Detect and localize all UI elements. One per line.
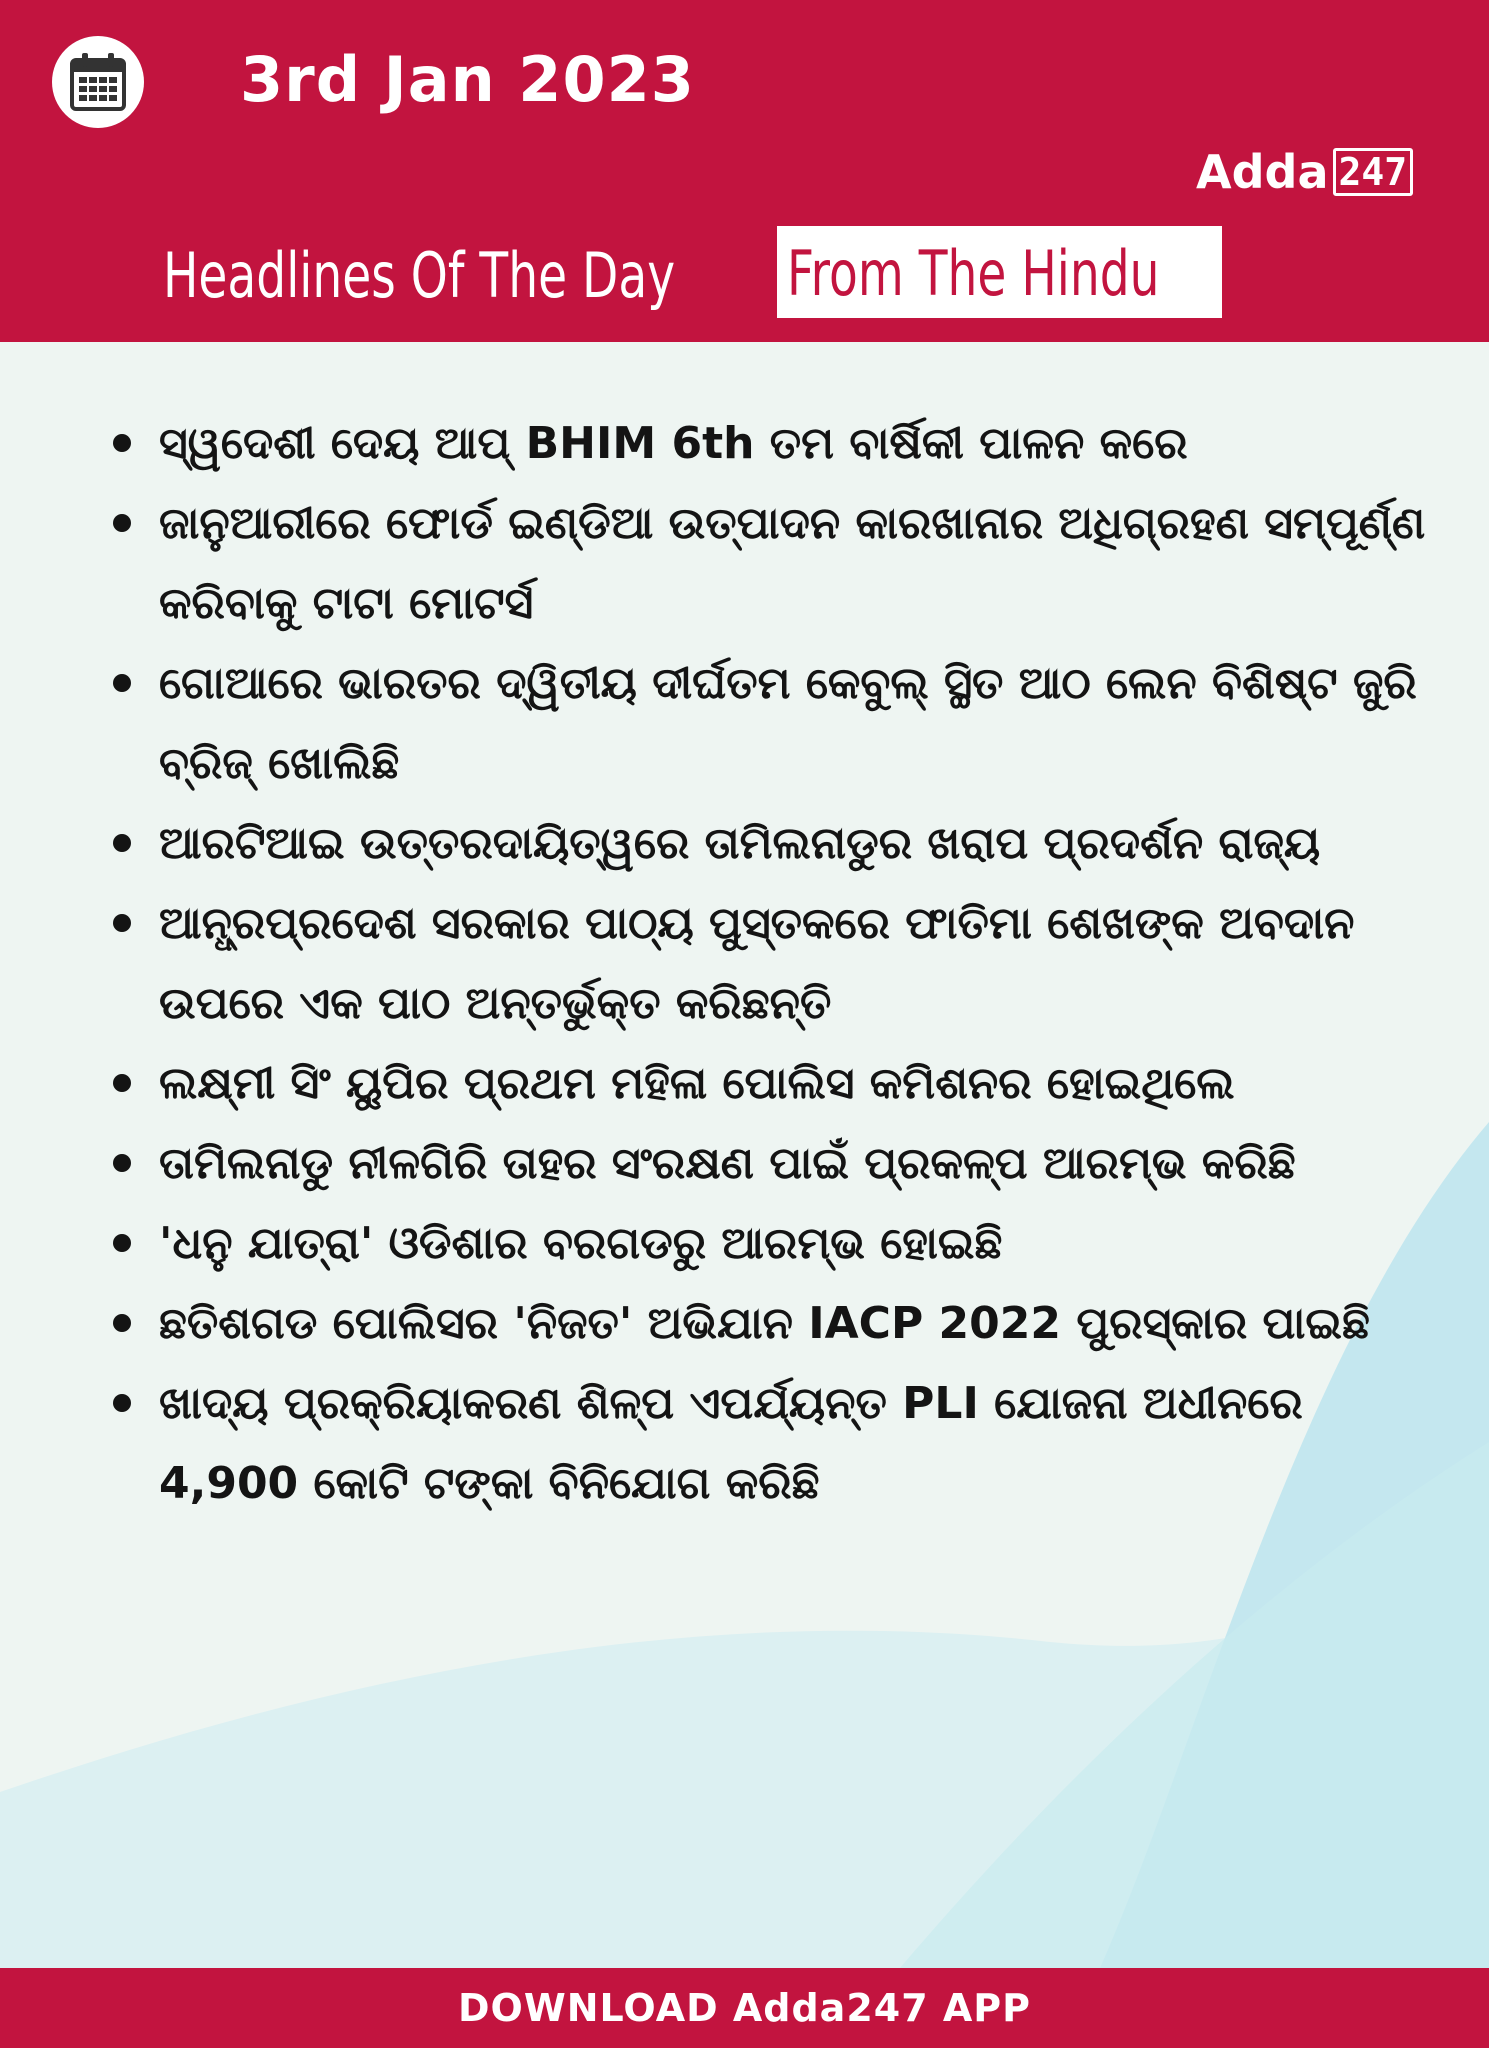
bullet-icon (113, 1074, 131, 1092)
download-app-banner[interactable] (0, 1968, 1489, 2048)
headline-text: ଜାନୁଆରୀରେ ଫୋର୍ଡ ଇଣ୍ଡିଆ ଉତ୍ପାଦନ କାରଖାନାର ଅଧିଗ୍ରହଣ ସମ୍ପୂର୍ଣ୍ଣ କରିବାକୁ ଟାଟା ମୋଟର୍ସ (159, 498, 1426, 629)
bullet-icon (113, 1234, 131, 1252)
list-item (105, 1364, 1445, 1524)
bullet-icon (113, 1154, 131, 1172)
header-banner (0, 0, 1489, 342)
bullet-icon (113, 514, 131, 532)
list-item (105, 644, 1445, 804)
list-item (105, 1124, 1445, 1204)
headline-text: ଗୋଆରେ ଭାରତର ଦ୍ୱିତୀୟ ଦୀର୍ଘତମ କେବୁଲ୍ ସ୍ଥିତ ଆଠ ଲେନ ବିଶିଷ୍ଟ ଜୁରି ବ୍ରିଜ୍ ଖୋଲିଛି (159, 658, 1417, 789)
date-label: 3rd Jan 2023 (240, 43, 695, 116)
calendar-icon (52, 36, 144, 128)
list-item (105, 804, 1445, 884)
list-item (105, 1204, 1445, 1284)
headline-text: ଲକ୍ଷ୍ମୀ ସିଂ ୟୁପିର ପ୍ରଥମ ମହିଳା ପୋଲିସ କମିଶନର ହୋଇଥିଲେ (159, 1058, 1235, 1109)
source-label: From The Hindu (787, 237, 1160, 310)
list-item (105, 1284, 1445, 1364)
logo-number: 247 (1333, 148, 1414, 196)
headline-text: ସ୍ୱଦେଶୀ ଦେୟ ଆପ୍ BHIM 6th ତମ ବାର୍ଷିକୀ ପାଳନ କରେ (159, 418, 1188, 469)
bullet-icon (113, 434, 131, 452)
bullet-icon (113, 1394, 131, 1412)
list-item (105, 1044, 1445, 1124)
bullet-icon (113, 914, 131, 932)
logo-word: Adda (1196, 145, 1329, 199)
adda247-logo (1196, 144, 1413, 200)
list-item (105, 404, 1445, 484)
headline-text: ଆନ୍ଧ୍ରପ୍ରଦେଶ ସରକାର ପାଠ୍ୟ ପୁସ୍ତକରେ ଫାତିମା ଶେଖଙ୍କ ଅବଦାନ ଉପରେ ଏକ ପାଠ ଅନ୍ତର୍ଭୁକ୍ତ କରିଛନ୍ତି (159, 898, 1355, 1029)
headline-text: ଖାଦ୍ୟ ପ୍ରକ୍ରିୟାକରଣ ଶିଳ୍ପ ଏପର୍ଯ୍ୟନ୍ତ PLI ଯୋଜନା ଅଧୀନରେ 4,900 କୋଟି ଟଙ୍କା ବିନିଯୋଗ କରିଛି (159, 1378, 1303, 1509)
bullet-icon (113, 674, 131, 692)
headline-text: ଆରଟିଆଇ ଉତ୍ତରଦାୟିତ୍ୱରେ ତାମିଲନାଡୁର ଖରାପ ପ୍ରଦର୍ଶନ ରାଜ୍ୟ (159, 818, 1321, 869)
bullet-icon (113, 1314, 131, 1332)
headline-text: ଛତିଶଗଡ ପୋଲିସର 'ନିଜତ' ଅଭିଯାନ IACP 2022 ପୁରସ୍କାର ପାଇଛି (159, 1298, 1370, 1349)
page-title: Headlines Of The Day (163, 239, 676, 312)
headline-text: 'ଧନୁ ଯାତ୍ରା' ଓଡିଶାର ବରଗଡରୁ ଆରମ୍ଭ ହୋଇଛି (159, 1218, 1003, 1269)
headline-text: ତାମିଲନାଡୁ ନୀଳଗିରି ତାହର ସଂରକ୍ଷଣ ପାଇଁ ପ୍ରକଳ୍ପ ଆରମ୍ଭ କରିଛି (159, 1138, 1296, 1189)
bullet-icon (113, 834, 131, 852)
headline-list (105, 404, 1445, 1524)
list-item (105, 884, 1445, 1044)
download-app-label: DOWNLOAD Adda247 APP (457, 1986, 1031, 2030)
source-badge (777, 226, 1222, 318)
list-item (105, 484, 1445, 644)
